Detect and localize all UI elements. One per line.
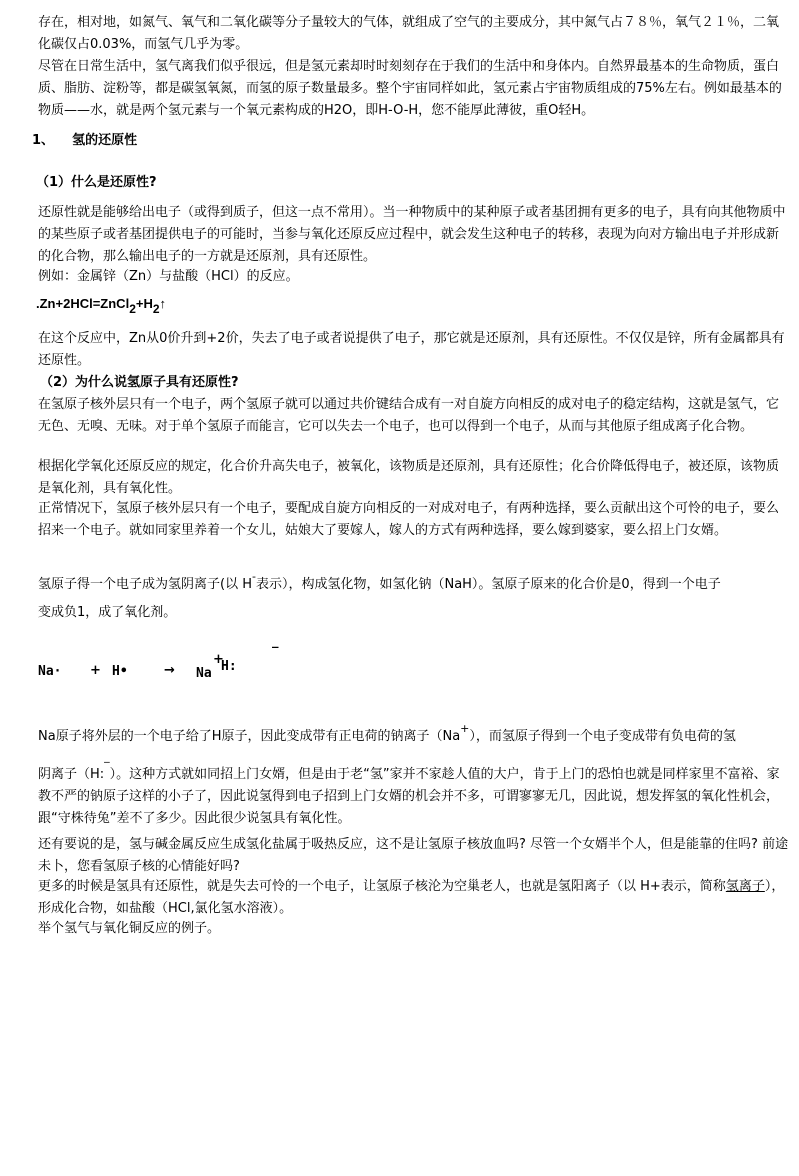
text-span: 变成负1，成了氧化剂。: [38, 605, 177, 620]
subsection-heading-2: [40, 372, 239, 394]
equation-hydrogen-atom: H•: [112, 664, 128, 679]
text-span: ），形成化合物，如盐酸（HCl,氯化氢水溶液）。: [38, 879, 785, 916]
paragraph-hydride-line1: [38, 570, 721, 596]
paragraph-hydrogen-atom: [38, 394, 790, 438]
hydrogen-ion-link[interactable]: 氢离子: [725, 879, 765, 894]
equation-sodium-ion: Na: [196, 666, 212, 681]
superscript: ‾: [104, 760, 110, 773]
text-span: 存在，相对地，如氮气、氧气和二氧化碳等分子量较大的气体，就组成了空气的主要成分，其中氮气占７８％，氧气２１％，二氧化碳仅占0.03%，而氢气几乎为零。: [38, 15, 780, 52]
paragraph-copper-oxide-example: [38, 918, 220, 940]
subsection-title: （1）什么是还原性?: [36, 175, 157, 190]
text-span: 尽管在日常生活中，氢气离我们似乎很远，但是氢元素却时时刻刻存在于我们的生活中和身体内。自然界最基本的生命物质，蛋白质、脂肪、淀粉等，都是碳氢氧氮，而氢的原子数量最多。整个宇宙同样如此，氢元素占宇宙物质组成的75%左右。例如最基本的物质——水，就是两个氢元素与一个氧元素构成的H2O，即H-O-H，您不能厚此薄彼，重O轻H。: [38, 59, 782, 118]
section-heading-1: [32, 130, 137, 152]
text-span: 还有要说的是，氢与碱金属反应生成氢化盐属于吸热反应，这不是让氢原子核放血吗? 尽管一个女婿半个人，但是能靠的住吗? 前途未卜，您看氢原子核的心情能好吗?: [38, 837, 789, 874]
equation-superscript-minus: ‾: [272, 646, 279, 661]
superscript: +: [460, 722, 470, 735]
text-span: ）。这种方式就如同招上门女婿，但是由于老“氢”家并不家趁人值的大户，肯于上门的恐怕也就是同样家里不富裕、家教不严的钠原子这样的小子了，因此说氢得到电子招到上门女婿的机会并不多，可谓寥寥无几，因此说，想发挥氢的氧化性机会，跟“守株待兔”差不了多少。因此很少说氢具有氧化性。: [38, 767, 780, 826]
text-span: 例如：金属锌（Zn）与盐酸（HCl）的反应。: [38, 269, 299, 284]
paragraph-sodium-rest: [38, 760, 790, 830]
equation-part: +H: [135, 296, 153, 311]
text-span: 根据化学氧化还原反应的规定，化合价升高失电子，被氧化，该物质是还原剂，具有还原性；化合价降低得电子，被还原，该物质是氧化剂，具有氧化性。: [38, 459, 780, 496]
equation-subscript: 2: [152, 302, 160, 316]
text-span: 还原性就是能够给出电子（或得到质子，但这一点不常用）。当一种物质中的某种原子或者基团拥有更多的电子，具有向其他物质中的某些原子或者基团提供电子的可能时，当参与氧化还原反应过程中，就会发生这种电子的转移，表现为向对方输出电子并形成新的化合物，那么输出电子的一方就是还原剂，具有还原性。: [38, 205, 786, 264]
text-span: Na原子将外层的一个电子给了H原子，因此变成带有正电荷的钠离子（Na: [38, 729, 461, 744]
equation-plus: +: [90, 663, 101, 678]
text-span: 阴离子（H:: [38, 767, 105, 782]
paragraph-example: [38, 266, 299, 288]
text-span: ），而氢原子得到一个电子变成带有负电荷的氢: [469, 729, 736, 744]
section-title: 氢的还原性: [72, 133, 138, 148]
section-number: 1、: [32, 133, 55, 148]
paragraph-endothermic: [38, 834, 790, 878]
paragraph-hydrogen-in-life: [38, 56, 790, 122]
text-span: 正常情况下，氢原子核外层只有一个电子，要配成自旋方向相反的一对成对电子，有两种选择，要么贡献出这个可怜的电子，要么招来一个电子。就如同家里养着一个女儿，姑娘大了要嫁人，嫁人的方式有两种选择，要么嫁到婆家，要么招上门女婿。: [38, 501, 780, 538]
paragraph-normal-case: [38, 498, 790, 542]
text-span: 表示），构成氢化物，如氢化钠（NaH）。氢原子原来的化合价是0，得到一个电子: [255, 577, 721, 592]
subsection-heading-1: [36, 172, 157, 194]
superscript: -: [251, 570, 256, 583]
text-span: 氢原子得一个电子成为氢阴离子(以 H: [38, 577, 252, 592]
equation-zinc-hcl: [36, 296, 167, 316]
paragraph-hydrogen-ion: [38, 876, 790, 920]
paragraph-air-composition: [38, 12, 790, 56]
equation-part: .Zn+2HCl=ZnCl: [36, 296, 130, 311]
text-span: 在这个反应中，Zn从0价升到+2价，失去了电子或者说提供了电子，那它就是还原剂，具有还原性。不仅仅是锌，所有金属都具有还原性。: [38, 331, 785, 368]
equation-subscript: 2: [129, 302, 136, 316]
paragraph-hydride-line2: [38, 602, 176, 624]
equation-sodium-atom: Na·: [38, 664, 62, 679]
equation-arrow: ↑: [159, 296, 167, 311]
paragraph-zinc-explanation: [38, 328, 790, 372]
equation-superscript-plus: +: [213, 652, 224, 667]
text-span: 在氢原子核外层只有一个电子，两个氢原子就可以通过共价键结合成有一对自旋方向相反的成对电子的稳定结构，这就是氢气，它无色、无嗅、无味。对于单个氢原子而能言，它可以失去一个电子，也可以得到一个电子，从而与其他原子组成离子化合物。: [38, 397, 780, 434]
equation-hydride-ion: H:: [221, 659, 237, 674]
equation-arrow: →: [164, 663, 175, 678]
paragraph-redox-rules: [38, 456, 790, 500]
paragraph-reducibility-definition: [38, 202, 790, 268]
subsection-title: （2）为什么说氢原子具有还原性?: [40, 375, 239, 390]
paragraph-sodium-line1: [38, 722, 736, 748]
text-span: 更多的时候是氢具有还原性，就是失去可怜的一个电子，让氢原子核沦为空巢老人，也就是氢阳离子（以 H+表示，简称: [38, 879, 726, 894]
text-span: 举个氢气与氧化铜反应的例子。: [38, 921, 221, 936]
